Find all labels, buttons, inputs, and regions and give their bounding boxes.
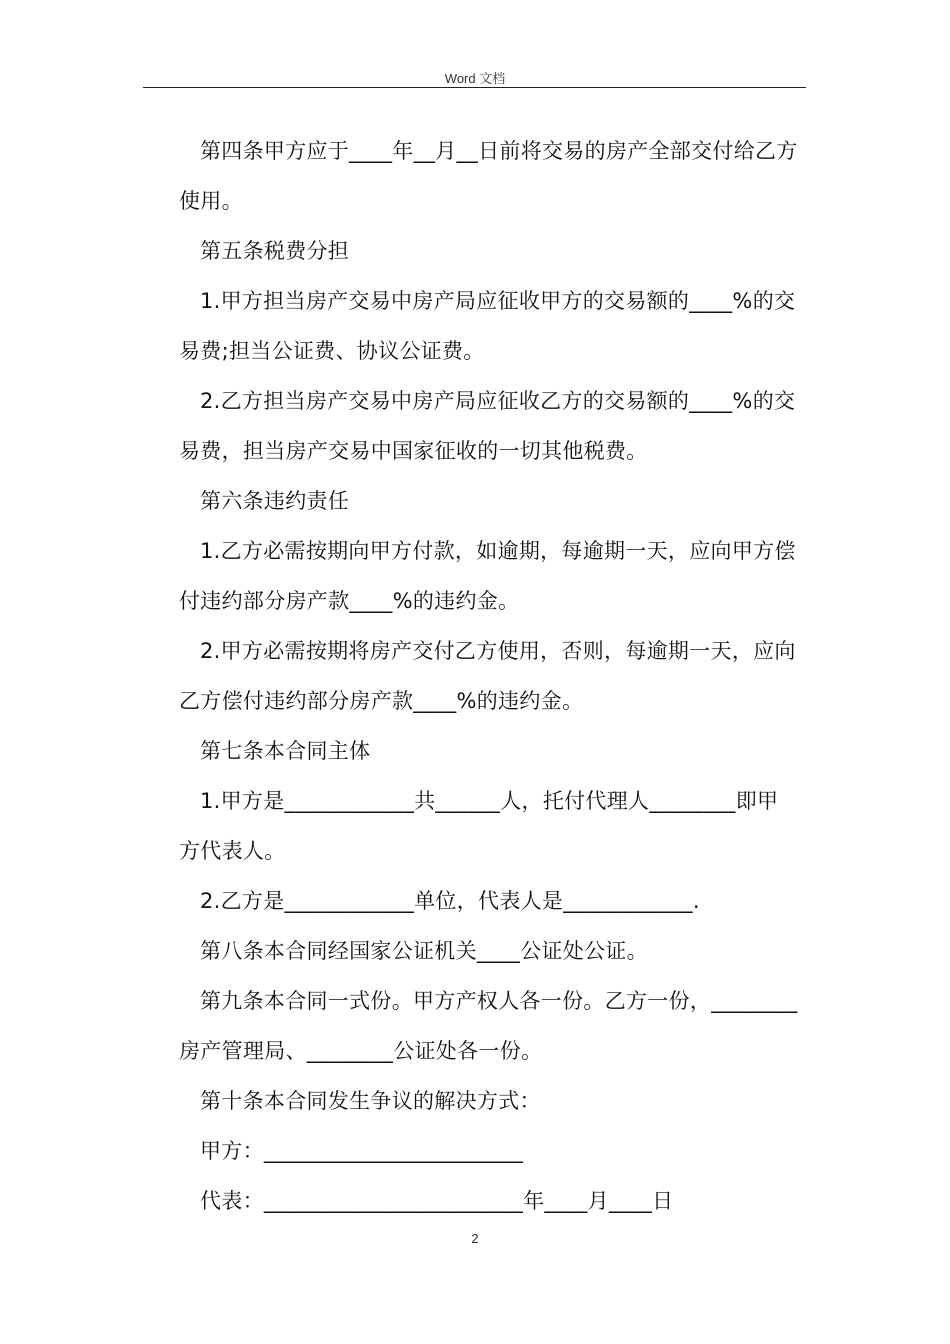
paragraph-article-7-heading: 第七条本合同主体 [200,739,371,763]
paragraph-article-7-item-1: 1.甲方是____________共______人，托付代理人________即甲方代表人。 [179,789,779,863]
paragraph-article-6-item-1: 1.乙方必需按期向甲方付款，如逾期，每逾期一天，应向甲方偿付违约部分房产款____%的违约金。 [179,539,796,613]
page-number: 2 [471,1231,479,1246]
paragraph-article-6-heading: 第六条违约责任 [200,489,350,513]
paragraph-article-10: 第十条本合同发生争议的解决方式： [200,1089,541,1113]
signature-representative-date: 代表：________________________年____月____日 [200,1189,674,1213]
paragraph-article-9: 第九条本合同一式份。甲方产权人各一份。乙方一份，________房产管理局、________公证处各一份。 [179,989,798,1063]
paragraph-article-8: 第八条本合同经国家公证机关____公证处公证。 [200,939,648,963]
paragraph-article-5-item-1: 1.甲方担当房产交易中房产局应征收甲方的交易额的____%的交易费;担当公证费、协议公证费。 [179,289,796,363]
paragraph-article-5-heading: 第五条税费分担 [200,239,350,263]
document-body [179,126,799,1226]
header-divider [143,87,806,88]
header-title: Word 文档 [444,71,506,86]
paragraph-article-7-item-2: 2.乙方是____________单位，代表人是____________. [200,889,700,913]
paragraph-article-4: 第四条甲方应于____年__月__日前将交易的房产全部交付给乙方使用。 [179,139,798,213]
paragraph-article-5-item-2: 2.乙方担当房产交易中房产局应征收乙方的交易额的____%的交易费，担当房产交易中国家征收的一切其他税费。 [179,389,796,463]
paragraph-article-6-item-2: 2.甲方必需按期将房产交付乙方使用，否则，每逾期一天，应向乙方偿付违约部分房产款____%的违约金。 [179,639,796,713]
signature-party-a: 甲方：________________________ [200,1139,524,1163]
